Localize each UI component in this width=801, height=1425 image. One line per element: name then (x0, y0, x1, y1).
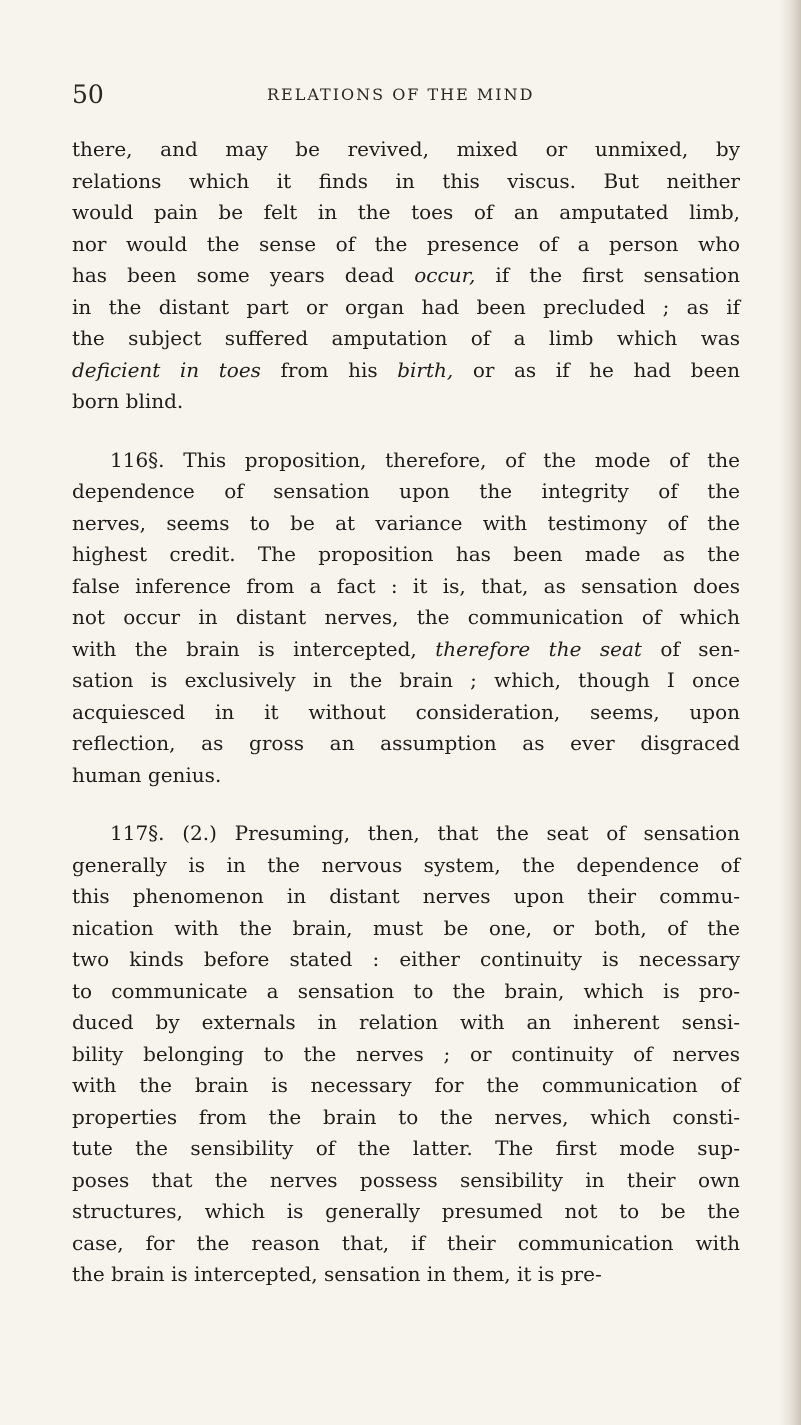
text-line: has been some years dead occur, if the first sensation (72, 263, 740, 287)
paragraph (72, 445, 740, 792)
paragraph (72, 818, 740, 1291)
body-text (72, 134, 740, 1291)
text-line: this phenomenon in distant nerves upon their commu- (72, 884, 740, 908)
text-line: 116§. This proposition, therefore, of the mode of the (110, 447, 740, 472)
text-line: deficient in toes from his birth, or as if he had been (72, 357, 740, 382)
text-line: human genius. (72, 762, 222, 787)
text-line: nication with the brain, must be one, or both, of the (72, 915, 740, 940)
page-edge-shadow (779, 0, 801, 1425)
paragraph-gap (72, 418, 740, 445)
text-line: acquiesced in it without consideration, seems, upon (72, 699, 740, 724)
running-head: RELATIONS OF THE MIND (267, 85, 535, 104)
text-line: two kinds before stated : either continuity is necessary (72, 947, 740, 971)
text-line: the brain is intercepted, sensation in them, it is pre- (72, 1262, 602, 1286)
text-line: in the distant part or organ had been precluded ; as if (72, 294, 740, 319)
page-header (72, 80, 752, 116)
text-line: with the brain is necessary for the communication of (72, 1073, 740, 1097)
text-line: properties from the brain to the nerves, which consti- (72, 1104, 740, 1129)
text-line: to communicate a sensation to the brain, which is pro- (72, 978, 740, 1003)
italic-text: birth, (397, 357, 454, 382)
text-line: not occur in distant nerves, the communication of which (72, 605, 740, 629)
text-line: generally is in the nervous system, the dependence of (72, 852, 740, 877)
paragraph-gap (72, 791, 740, 818)
text-line: there, and may be revived, mixed or unmixed, by (72, 137, 740, 161)
paragraph (72, 134, 740, 418)
text-line: case, for the reason that, if their communication with (72, 1230, 740, 1255)
text-line: highest credit. The proposition has been made as the (72, 542, 740, 566)
text-line: sation is exclusively in the brain ; which, though I once (72, 668, 740, 692)
text-line: duced by externals in relation with an inherent sensi- (72, 1010, 740, 1034)
text-line: tute the sensibility of the latter. The first mode sup- (72, 1136, 740, 1160)
italic-text: occur, (414, 263, 476, 287)
text-line: nerves, seems to be at variance with testimony of the (72, 510, 740, 535)
page-number: 50 (72, 80, 104, 109)
text-line: the subject suffered amputation of a limb which was (72, 326, 740, 350)
text-line: false inference from a fact : it is, that, as sensation does (72, 573, 740, 598)
text-line: would pain be felt in the toes of an amputated limb, (72, 200, 740, 224)
text-line: poses that the nerves possess sensibility in their own (72, 1167, 740, 1192)
text-line: reflection, as gross an assumption as ever disgraced (72, 731, 740, 755)
italic-text: therefore the seat (435, 636, 642, 661)
text-line: bility belonging to the nerves ; or continuity of nerves (72, 1041, 740, 1066)
text-line: born blind. (72, 389, 184, 413)
text-line: nor would the sense of the presence of a person who (72, 231, 740, 256)
text-line: relations which it finds in this viscus. But neither (72, 168, 740, 193)
text-line: structures, which is generally presumed not to be the (72, 1199, 740, 1223)
text-line: 117§. (2.) Presuming, then, that the seat of sensation (110, 821, 740, 845)
text-line: with the brain is intercepted, therefore the seat of sen- (72, 636, 740, 661)
text-line: dependence of sensation upon the integrity of the (72, 479, 740, 503)
italic-text: deficient in toes (72, 357, 261, 382)
